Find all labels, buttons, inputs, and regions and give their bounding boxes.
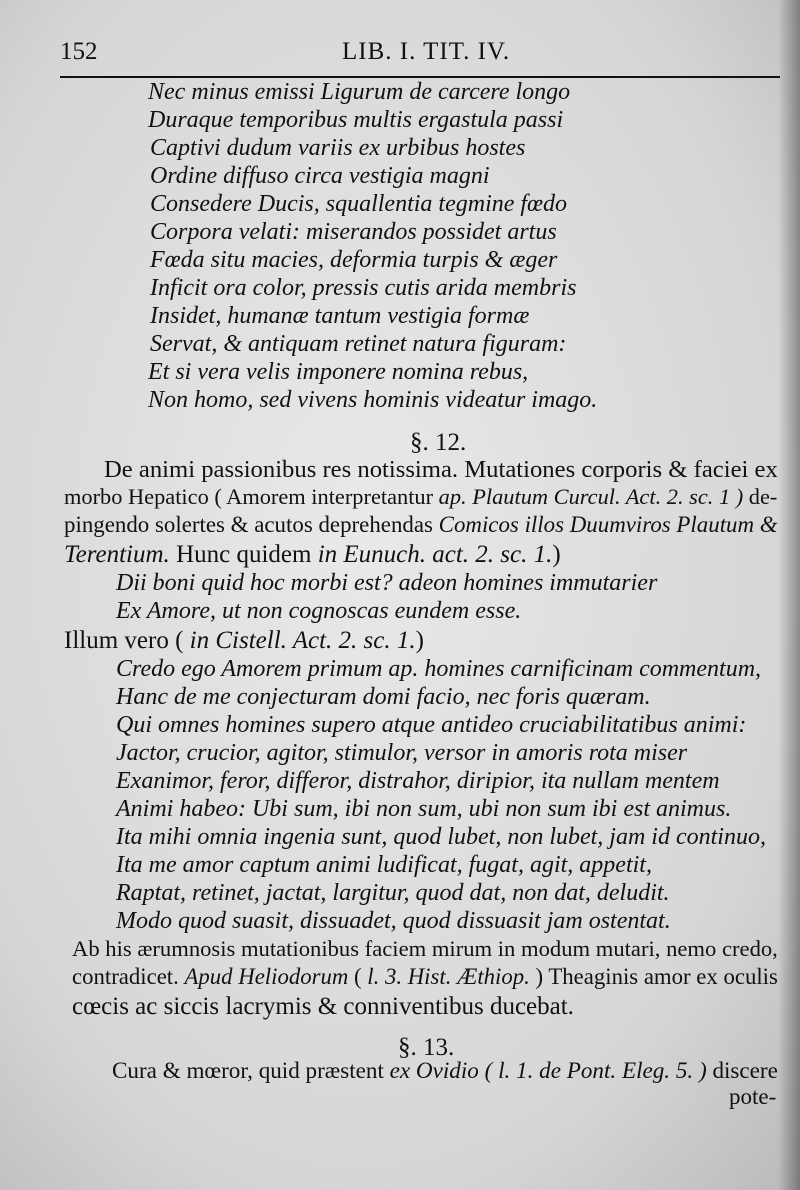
verse-line: Captivi dudum variis ex urbibus hostes [150, 135, 526, 161]
verse-line: Raptat, retinet, jactat, largitur, quod dat, non dat, deludit. [116, 880, 670, 906]
verse-line: Fœda situ macies, deformia turpis & æger [150, 247, 558, 273]
verse-line: Consedere Ducis, squallentia tegmine fœdo [150, 191, 568, 217]
prose-text: Illum vero ( [64, 627, 190, 654]
citation: in Eunuch. act. 2. sc. 1. [317, 541, 553, 568]
verse-line: Ita mihi omnia ingenia sunt, quod lubet, non lubet, jam id continuo, [116, 824, 766, 850]
prose-line: De animi passionibus res notissima. Mutationes corporis & faciei ex [104, 456, 778, 483]
prose-text: Cura & mœror, quid præstent [112, 1058, 390, 1084]
prose-line [64, 486, 777, 508]
verse-line: Non homo, sed vivens hominis videatur imago. [148, 387, 598, 413]
verse-line: Hanc de me conjecturam domi facio, nec foris quæram. [116, 684, 651, 710]
prose-text: morbo Hepatico ( Amorem interpretantur [64, 484, 439, 509]
verse-line: Ordine diffuso circa vestigia magni [150, 163, 490, 189]
prose-line: Ab his ærumnosis mutationibus faciem mirum in modum mutari, nemo credo, [72, 936, 778, 961]
verse-line: Credo ego Amorem primum ap. homines carnificinam commentum, [116, 656, 762, 682]
prose-line: cœcis ac siccis lacrymis & conniventibus ducebat. [72, 993, 574, 1020]
running-head: LIB. I. TIT. IV. [342, 38, 511, 65]
verse-line: Et si vera velis imponere nomina rebus, [148, 359, 529, 385]
prose-line [64, 542, 561, 567]
page-number: 152 [60, 38, 98, 65]
prose-text: ) Theaginis amor ex oculis [529, 964, 778, 989]
verse-line: Duraque temporibus multis ergastula passi [148, 107, 564, 133]
prose-line [64, 628, 424, 653]
verse-line: Exanimor, feror, differor, distrahor, diripior, ita nullam mentem [116, 768, 720, 794]
emphasis: Terentium. [64, 541, 170, 568]
prose-text: ) [552, 541, 561, 568]
verse-line: Insidet, humanæ tantum vestigia formæ [150, 303, 530, 329]
verse-line: Qui omnes homines supero atque antideo cruciabilitatibus animi: [116, 712, 747, 738]
emphasis: Comicos illos Duumviros Plautum & [438, 512, 778, 537]
citation: l. 3. Hist. Æthiop. [367, 964, 530, 989]
verse-line: Modo quod suasit, dissuadet, quod dissuasit jam ostentat. [116, 908, 671, 934]
citation: Apud Heliodorum [184, 964, 349, 989]
prose-line [72, 966, 778, 989]
verse-line: Ita me amor captum animi ludificat, fugat, agit, appetit, [116, 852, 652, 878]
section-heading: §. 12. [410, 429, 467, 456]
citation: ap. Plautum Curcul. Act. 2. sc. 1 ) [438, 484, 744, 509]
prose-text: ( [348, 964, 368, 989]
verse-line: Ex Amore, ut non cognoscas eundem esse. [116, 598, 522, 624]
prose-text: contradicet. [72, 964, 185, 989]
prose-text: ) [415, 627, 424, 654]
citation: in Cistell. Act. 2. sc. 1. [189, 627, 416, 654]
verse-line: Servat, & antiquam retinet natura figuram: [150, 331, 567, 357]
prose-text: de- [743, 484, 778, 509]
verse-line: Inficit ora color, pressis cutis arida membris [150, 275, 577, 301]
verse-line: Corpora velati: miserandos possidet artus [150, 219, 557, 245]
prose-text: discere [706, 1058, 778, 1084]
page-edge-shadow [778, 0, 800, 1190]
verse-line: Animi habeo: Ubi sum, ibi non sum, ubi non sum ibi est animus. [116, 796, 732, 822]
verse-line: Dii boni quid hoc morbi est? adeon homines immutarier [116, 570, 658, 596]
verse-line: Jactor, crucior, agitor, stimulor, versor in amoris rota miser [116, 740, 688, 766]
page-header [60, 36, 780, 78]
section-heading: §. 13. [398, 1034, 455, 1061]
prose-line [112, 1060, 778, 1083]
prose-text: Hunc quidem [169, 541, 318, 568]
citation: ex Ovidio ( l. 1. de Pont. Eleg. 5. ) [389, 1058, 707, 1084]
prose-text: pingendo solertes & acutos deprehendas [64, 512, 439, 537]
catchword: pote- [729, 1084, 777, 1109]
prose-line [64, 514, 778, 537]
verse-line: Nec minus emissi Ligurum de carcere longo [148, 79, 571, 105]
